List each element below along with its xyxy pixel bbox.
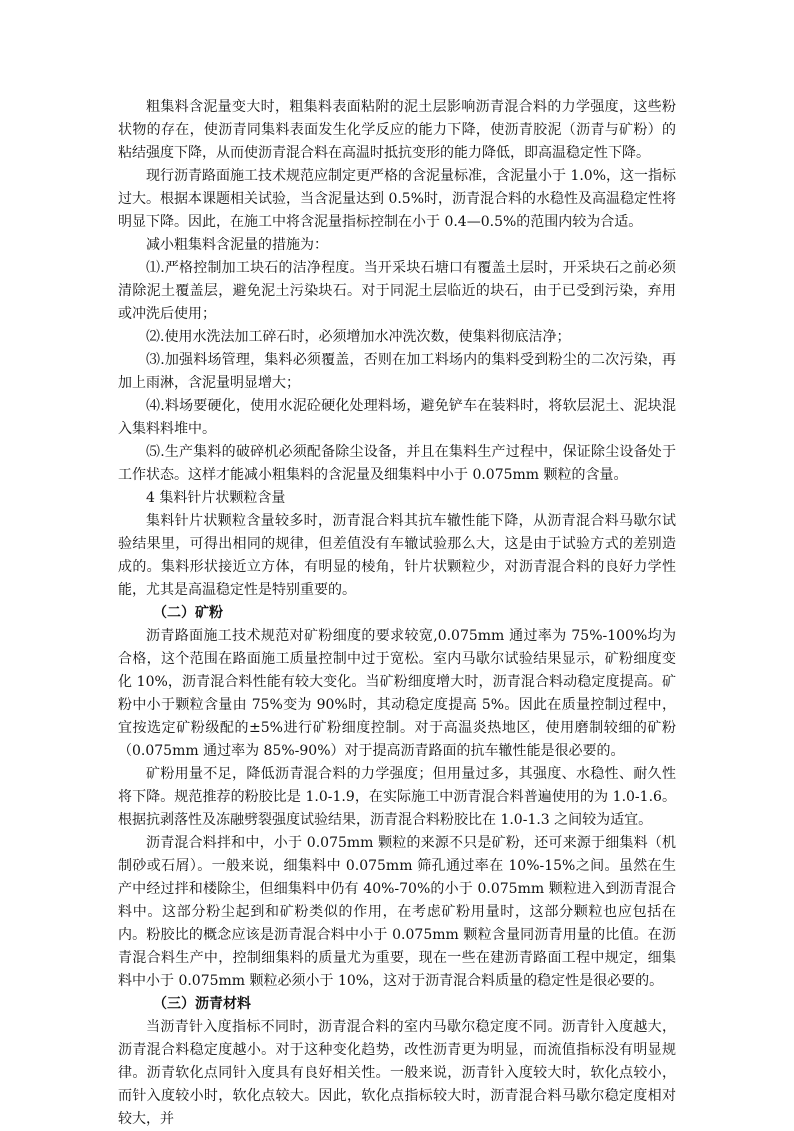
- list-item-measure-4: ⑷.料场要硬化，使用水泥砼硬化处理料场，避免铲车在装料时，将软层泥土、泥块混入集料料堆中。: [118, 398, 676, 437]
- list-item-measure-2: ⑵.使用水洗法加工碎石时，必须增加水冲洗次数，使集料彻底洁净；: [146, 329, 571, 345]
- list-item-measure-1: ⑴.严格控制加工块石的洁净程度。当开采块石塘口有覆盖土层时，开采块石之前必须清除泥土覆盖层，避免泥土污染块石。对于同泥土层临近的块石，由于已受到污染，弃用或冲洗后使用；: [118, 260, 676, 322]
- paragraph-powder-fineness: 沥青路面施工技术规范对矿粉细度的要求较宽,0.075mm 通过率为 75%-100%均为合格，这个范围在路面施工质量控制中过于宽松。室内马歇尔试验结果显示，矿粉细度变化 10%，沥青混合料性能有较大变化。当矿粉细度增大时，沥青混合料动稳定度提高。矿粉中小于颗粒含量由 75%变为 90%时，其动稳定度提高 5%。因此在质量控制过程中，宜按选定矿粉级配的±5%进行矿粉细度控制。对于高温炎热地区，使用磨制较细的矿粉（0.075mm 通过率为 85%-90%）对于提高沥青路面的抗车辙性能是很必要的。: [118, 628, 676, 759]
- list-item-measure-5: ⑸.生产集料的破碎机必须配备除尘设备，并且在集料生产过程中，保证除尘设备处于工作状态。这样才能减小粗集料的含泥量及细集料中小于 0.075mm 颗粒的含量。: [118, 444, 676, 483]
- paragraph-needle-flake: 集料针片状颗粒含量较多时，沥青混合料其抗车辙性能下降，从沥青混合料马歇尔试验结果里，可得出相同的规律，但差值没有车辙试验那么大，这是由于试验方式的差别造成的。集料形状接近立方体，有明显的棱角，针片状颗粒少，对沥青混合料的良好力学性能，尤其是高温稳定性是特别重要的。: [118, 513, 676, 598]
- paragraph-clay-content-effect: 粗集料含泥量变大时，粗集料表面粘附的泥土层影响沥青混合料的力学强度，这些粉状物的存在，使沥青同集料表面发生化学反应的能力下降，使沥青胶泥（沥青与矿粉）的粘结强度下降，从而使沥青混合料在高温时抵抗变形的能力降低，即高温稳定性下降。: [118, 99, 676, 161]
- section-heading-mineral-powder: （二）矿粉: [153, 605, 223, 621]
- list-item-measure-3: ⑶.加强料场管理，集料必须覆盖，否则在加工料场内的集料受到粉尘的二次污染，再加上雨淋，含泥量明显增大；: [118, 352, 676, 391]
- paragraph-fine-particle-source: 沥青混合料拌和中，小于 0.075mm 颗粒的来源不只是矿粉，还可来源于细集料（机制砂或石屑）。一般来说，细集料中 0.075mm 筛孔通过率在 10%-15%之间。虽然在生产中经过拌和楼除尘，但细集料中仍有 40%-70%的小于 0.075mm 颗粒进入到沥青混合料中。这部分粉尘起到和矿粉类似的作用，在考虑矿粉用量时，这部分颗粒也应包括在内。粉胶比的概念应该是沥青混合料中小于 0.075mm 颗粒含量同沥青用量的比值。在沥青混合料生产中，控制细集料的质量尤为重要，现在一些在建沥青路面工程中规定，细集料中小于 0.075mm 颗粒必须小于 10%，这对于沥青混合料质量的稳定性是很必要的。: [118, 835, 676, 989]
- paragraph-powder-dosage: 矿粉用量不足，降低沥青混合料的力学强度；但用量过多，其强度、水稳性、耐久性将下降。规范推荐的粉胶比是 1.0-1.9，在实际施工中沥青混合料普遍使用的为 1.0-1.6。根据抗剥落性及冻融劈裂强度试验结果，沥青混合料粉胶比在 1.0-1.3 之间较为适宜。: [118, 766, 676, 828]
- section-heading-asphalt-material: （三）沥青材料: [153, 996, 251, 1012]
- subsection-title-needle-flake: 4 集料针片状颗粒含量: [146, 490, 286, 506]
- paragraph-asphalt-penetration: 当沥青针入度指标不同时，沥青混合料的室内马歇尔稳定度不同。沥青针入度越大，沥青混合料稳定度越小。对于这种变化趋势，改性沥青更为明显，而流值指标没有明显规律。沥青软化点同针入度具有良好相关性。一般来说，沥青针入度较大时，软化点较小，而针入度较小时，软化点较大。因此，软化点指标较大时，沥青混合料马歇尔稳定度相对较大，并: [118, 1019, 676, 1127]
- paragraph-measures-intro: 减小粗集料含泥量的措施为：: [146, 237, 328, 253]
- paragraph-clay-content-standard: 现行沥青路面施工技术规范应制定更严格的含泥量标准，含泥量小于 1.0%，这一指标过大。根据本课题相关试验，当含泥量达到 0.5%时，沥青混合料的水稳性及高温稳定性将明显下降。因此，在施工中将含泥量指标控制在小于 0.4—0.5%的范围内较为合适。: [118, 168, 677, 230]
